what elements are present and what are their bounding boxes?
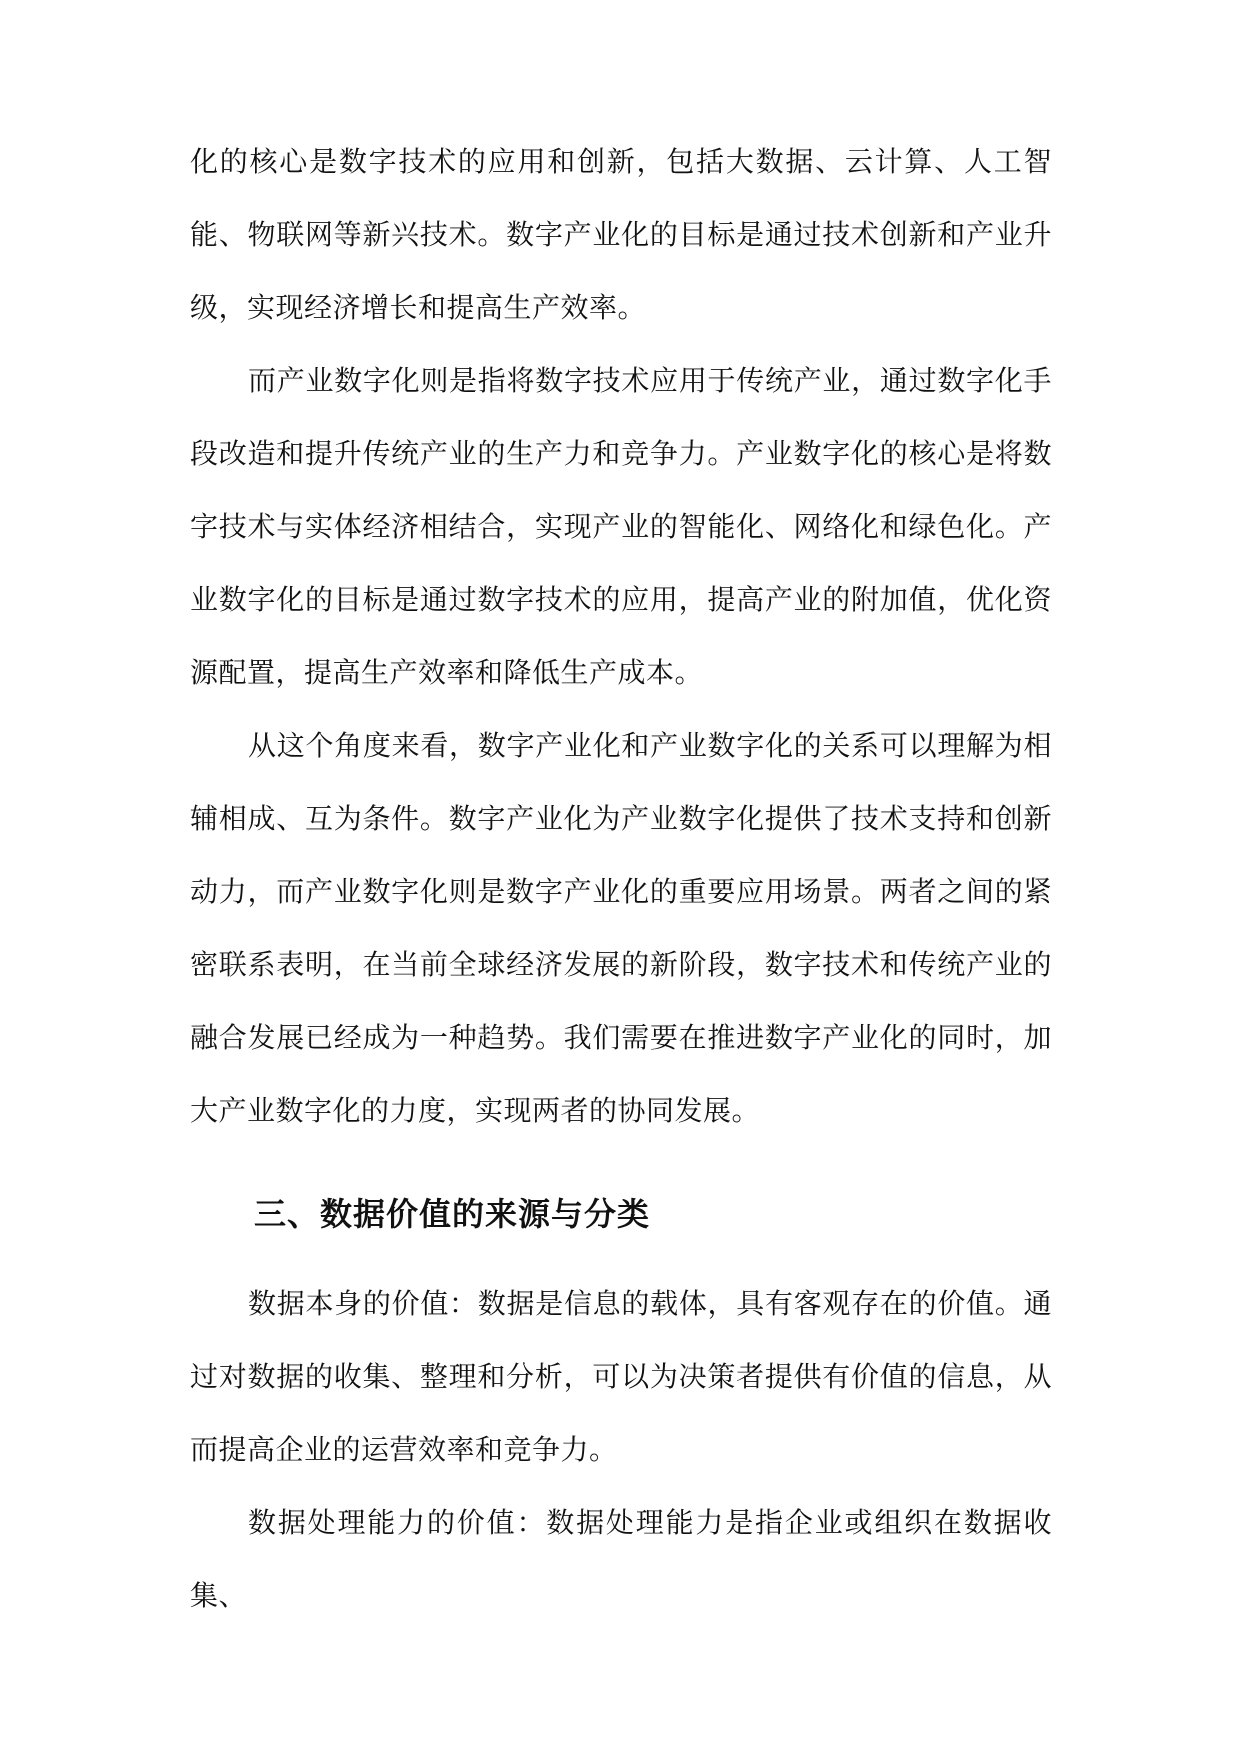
paragraph-data-intrinsic-value: 数据本身的价值：数据是信息的载体，具有客观存在的价值。通过对数据的收集、整理和分析，可以为决策者提供有价值的信息，从而提高企业的运营效率和竞争力。 [190, 1287, 1052, 1466]
document-body [190, 125, 1052, 1632]
paragraph-data-processing-value: 数据处理能力的价值：数据处理能力是指企业或组织在数据收集、 [190, 1506, 1052, 1612]
section-heading: 三、数据价值的来源与分类 [254, 1195, 651, 1233]
paragraph-relationship: 从这个角度来看，数字产业化和产业数字化的关系可以理解为相辅相成、互为条件。数字产业化为产业数字化提供了技术支持和创新动力，而产业数字化则是数字产业化的重要应用场景。两者之间的紧密联系表明，在当前全球经济发展的新阶段，数字技术和传统产业的融合发展已经成为一种趋势。我们需要在推进数字产业化的同时，加大产业数字化的力度，实现两者的协同发展。 [190, 729, 1052, 1127]
paragraph-continuation: 化的核心是数字技术的应用和创新，包括大数据、云计算、人工智能、物联网等新兴技术。数字产业化的目标是通过技术创新和产业升级，实现经济增长和提高生产效率。 [190, 145, 1052, 324]
paragraph-industrial-digitalization: 而产业数字化则是指将数字技术应用于传统产业，通过数字化手段改造和提升传统产业的生产力和竞争力。产业数字化的核心是将数字技术与实体经济相结合，实现产业的智能化、网络化和绿色化。产业数字化的目标是通过数字技术的应用，提高产业的附加值，优化资源配置，提高生产效率和降低生产成本。 [190, 364, 1052, 689]
